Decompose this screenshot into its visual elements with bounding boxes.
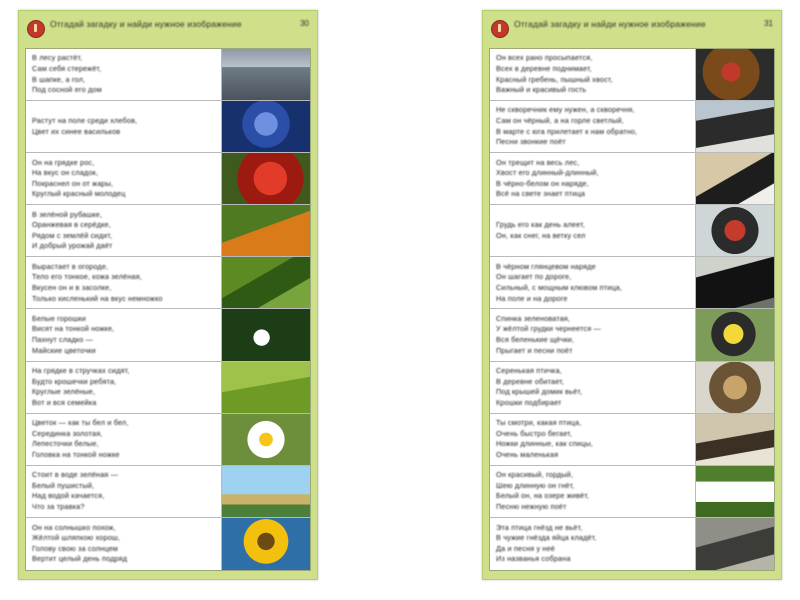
riddle-line: Песню нежную поёт (496, 501, 567, 511)
riddle-line: Сильный, с мощным клювом птица, (496, 282, 623, 292)
exclamation-circle-icon (27, 20, 45, 38)
right-card-title: Отгадай загадку и найди нужное изображение (514, 19, 706, 29)
riddle-line: Белые горошки (32, 313, 86, 323)
riddle-line: Голову свою за солнцем (32, 543, 118, 553)
riddle-line: Рядом с землёй сидит, (32, 230, 113, 240)
riddle-line: Будто крошечки ребята, (32, 376, 117, 386)
riddle-text (490, 257, 695, 308)
riddle-line: Песни звонкие поёт (496, 137, 566, 147)
left-page-number: 30 (300, 19, 309, 28)
riddle-text (26, 466, 221, 517)
riddle-line: Очень быстро бегает, (496, 428, 573, 438)
riddle-line: Серединка золотая, (32, 428, 103, 438)
riddle-line: Он шагает по дороге, (496, 272, 572, 282)
riddle-line: Крошки подбирает (496, 397, 562, 407)
cucumber-photo[interactable] (221, 257, 310, 308)
riddle-line: Лепесточки белые, (32, 439, 99, 449)
riddle-line: Цветок — как ты бел и бел, (32, 418, 129, 428)
peas-photo[interactable] (221, 362, 310, 413)
riddle-line: Сам себя стережёт, (32, 63, 102, 73)
lily-of-the-valley-photo[interactable] (221, 309, 310, 360)
riddle-text (26, 49, 221, 100)
table-row (490, 257, 774, 309)
left-card-title: Отгадай загадку и найди нужное изображение (50, 19, 242, 29)
riddle-text (490, 205, 695, 256)
riddle-line: Очень маленькая (496, 449, 559, 459)
table-row (490, 466, 774, 518)
riddle-line: Шею длинную он гнёт, (496, 480, 575, 490)
table-row (26, 414, 310, 466)
sunflower-photo[interactable] (221, 518, 310, 570)
riddle-line: Висят на тонкой ножке, (32, 324, 115, 334)
bullfinch-photo[interactable] (695, 205, 774, 256)
table-row (26, 101, 310, 153)
table-row (26, 362, 310, 414)
rook-photo[interactable] (695, 257, 774, 308)
riddle-text (26, 414, 221, 465)
riddle-text (490, 362, 695, 413)
riddle-text (26, 257, 221, 308)
table-row (490, 101, 774, 153)
riddle-line: Хвост его длинный-длинный, (496, 168, 599, 178)
table-row (26, 309, 310, 361)
tomato-photo[interactable] (221, 153, 310, 204)
riddle-line: Прыгает и песни поёт (496, 345, 573, 355)
riddle-line: Круглый красный молодец (32, 189, 126, 199)
riddle-line: В чужие гнёзда яйца кладёт, (496, 533, 597, 543)
riddle-line: В марте с юга прилетает к нам обратно, (496, 126, 638, 136)
riddle-line: Пахнут сладко — (32, 335, 94, 345)
riddle-line: Белый пушистый, (32, 480, 95, 490)
riddle-text (26, 205, 221, 256)
plover-photo[interactable] (695, 414, 774, 465)
riddle-line: Только кисленький на вкус немножко (32, 293, 163, 303)
riddle-line: Всё на свете знает птица (496, 189, 586, 199)
riddle-text (490, 309, 695, 360)
right-riddle-table (489, 48, 775, 571)
table-row (490, 153, 774, 205)
table-row (26, 153, 310, 205)
riddle-line: На вкус он сладок, (32, 168, 99, 178)
riddle-line: И добрый урожай даёт (32, 241, 113, 251)
left-riddle-table (25, 48, 311, 571)
table-row (26, 257, 310, 309)
riddle-line: Он, как снег, на ветку сел (496, 230, 586, 240)
riddle-line: Да и песня у неё (496, 543, 556, 553)
riddle-text (490, 414, 695, 465)
riddle-text (26, 362, 221, 413)
riddle-line: Круглые зелёные, (32, 387, 96, 397)
riddle-line: Ты смотри, какая птица, (496, 418, 582, 428)
riddle-line: Спинка зеленоватая, (496, 313, 571, 323)
riddle-text (490, 518, 695, 570)
riddle-line: Он всех рано просыпается, (496, 53, 593, 63)
riddle-line: Эта птица гнёзд не вьёт, (496, 522, 583, 532)
right-page-number: 31 (764, 19, 773, 28)
riddle-line: Растут на поле среди хлебов, (32, 116, 138, 126)
riddle-line: Вся беленькие щёчки, (496, 335, 575, 345)
cornflower-photo[interactable] (221, 101, 310, 152)
riddle-line: На грядке в стручках сидят, (32, 365, 130, 375)
starling-photo[interactable] (695, 101, 774, 152)
table-row (490, 362, 774, 414)
riddle-line: Над водой качается, (32, 491, 105, 501)
magpie-photo[interactable] (695, 153, 774, 204)
riddle-text (26, 153, 221, 204)
swan-photo[interactable] (695, 466, 774, 517)
riddle-text (490, 466, 695, 517)
right-card-header (489, 17, 775, 48)
riddle-text (490, 49, 695, 100)
riddle-line: Майские цветочки (32, 345, 96, 355)
riddle-line: У жёлтой грудки чернеется — (496, 324, 601, 334)
riddle-line: Он на грядке рос, (32, 157, 95, 167)
riddle-line: Жёлтой шляпкою хорош, (32, 533, 121, 543)
riddle-text (490, 101, 695, 152)
table-row (490, 309, 774, 361)
riddle-line: Под крышей домик вьёт, (496, 387, 583, 397)
riddle-line: В чёрно-белом он наряде, (496, 178, 589, 188)
table-row (490, 518, 774, 570)
table-row (26, 49, 310, 101)
riddle-line: Он трещит на весь лес, (496, 157, 580, 167)
table-row (26, 205, 310, 257)
right-worksheet-card (482, 10, 782, 580)
riddle-line: Вертит целый день подряд (32, 554, 128, 564)
riddle-text (490, 153, 695, 204)
riddle-line: В лесу растёт, (32, 53, 83, 63)
riddle-line: Белый он, на озере живёт, (496, 491, 590, 501)
riddle-line: Грудь его как день алеет, (496, 220, 585, 230)
riddle-line: Покраснел он от жары, (32, 178, 114, 188)
riddle-text (26, 518, 221, 570)
riddle-line: Красный гребень, пышный хвост, (496, 74, 613, 84)
riddle-line: Что за травка? (32, 501, 85, 511)
riddle-line: Всех в деревне поднимает, (496, 63, 592, 73)
table-row (26, 518, 310, 570)
sparrow-photo[interactable] (695, 362, 774, 413)
reed-photo[interactable] (221, 466, 310, 517)
titmouse-photo[interactable] (695, 309, 774, 360)
cuckoo-photo[interactable] (695, 518, 774, 570)
riddle-line: В чёрном глянцевом наряде (496, 261, 596, 271)
exclamation-circle-icon (491, 20, 509, 38)
table-row (490, 414, 774, 466)
riddle-line: Серенькая птичка, (496, 365, 562, 375)
riddle-line: Ножки длинные, как спицы, (496, 439, 593, 449)
riddle-line: Не скворечник ему нужен, а скворечня, (496, 105, 635, 115)
riddle-line: Важный и красивый гость (496, 85, 587, 95)
riddle-line: Тело его тонкое, кожа зелёная, (32, 272, 142, 282)
riddle-line: В шапке, а гол, (32, 74, 86, 84)
riddle-line: Головка на тонкой ножке (32, 449, 120, 459)
mushroom-photo[interactable] (221, 49, 310, 100)
daisy-photo[interactable] (221, 414, 310, 465)
riddle-line: В зелёной рубашке, (32, 209, 103, 219)
rooster-photo[interactable] (695, 49, 774, 100)
riddle-line: Он красивый, гордый, (496, 470, 574, 480)
carrot-photo[interactable] (221, 205, 310, 256)
riddle-line: Сам он чёрный, а на горле светлый, (496, 116, 624, 126)
table-row (26, 466, 310, 518)
riddle-line: В деревне обитает, (496, 376, 565, 386)
riddle-text (26, 101, 221, 152)
table-row (490, 49, 774, 101)
table-row (490, 205, 774, 257)
riddle-line: Под сосной его дом (32, 85, 102, 95)
riddle-line: Из названья собрана (496, 554, 571, 564)
riddle-line: Вкусен он и в засолке, (32, 282, 112, 292)
riddle-line: Оранжевая в серёдке, (32, 220, 111, 230)
left-worksheet-card (18, 10, 318, 580)
riddle-line: Он на солнышко похож, (32, 522, 116, 532)
riddle-line: Вырастает в огороде, (32, 261, 109, 271)
riddle-line: Цвет их синее васильков (32, 126, 121, 136)
riddle-line: Вот и вся семейка (32, 397, 97, 407)
riddle-line: Стоит в воде зелёная — (32, 470, 119, 480)
riddle-line: На поле и на дороге (496, 293, 568, 303)
riddle-text (26, 309, 221, 360)
left-card-header (25, 17, 311, 48)
